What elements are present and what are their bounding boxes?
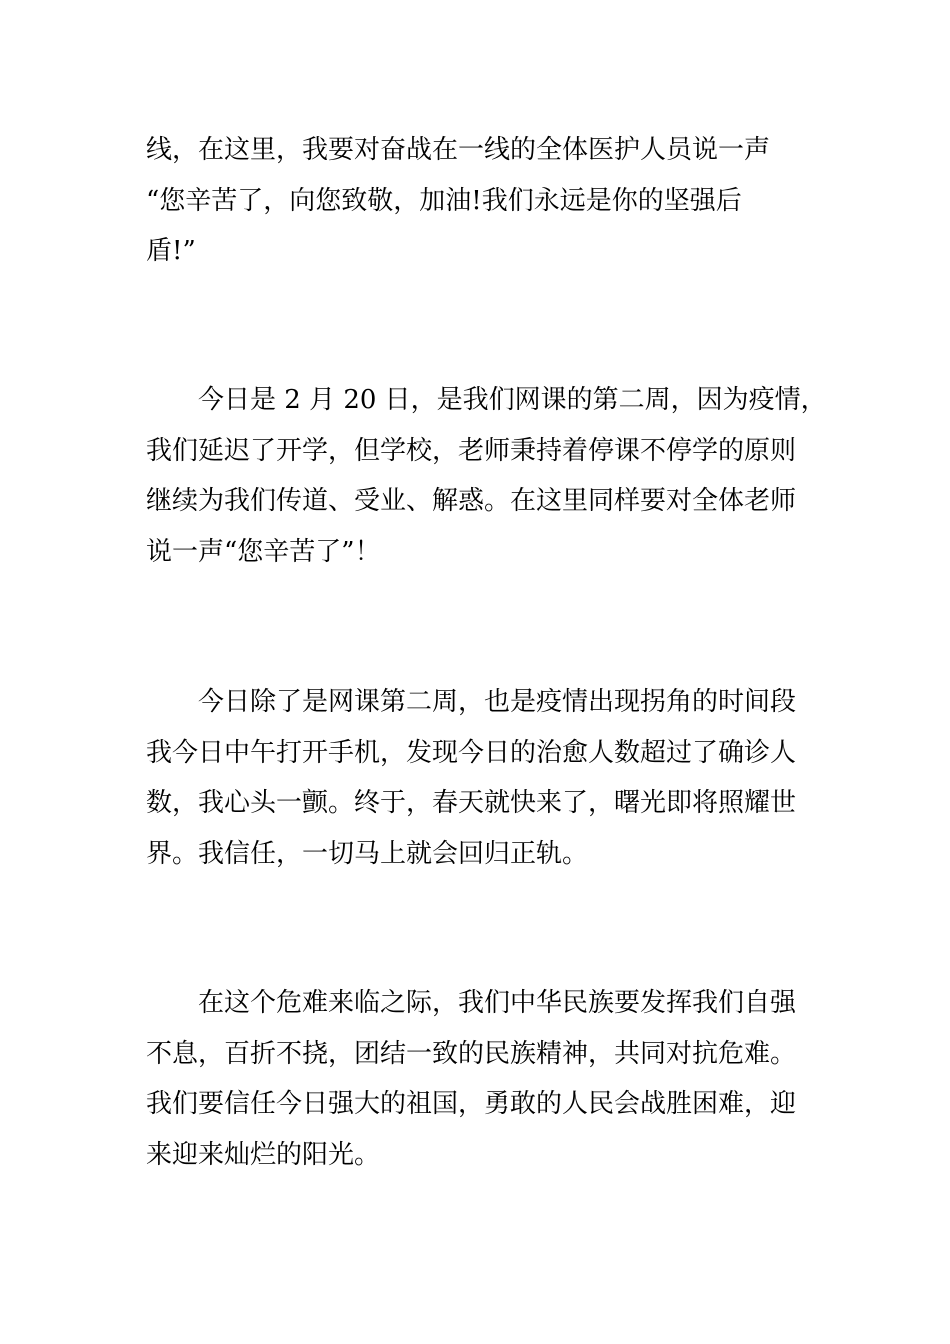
paragraph-line: 说一声“您辛苦了”！ [146, 536, 381, 567]
paragraph-1 [146, 125, 806, 277]
paragraph-line: “您辛苦了，向您致敬，加油!我们永远是你的坚强后 [146, 185, 742, 216]
paragraph-line: 数，我心头一颤。终于，春天就快来了，曙光即将照耀世 [146, 788, 797, 818]
paragraph-line: 我们延迟了开学，但学校，老师秉持着停课不停学的原则 [146, 435, 797, 466]
paragraph-line: 来迎来灿烂的阳光。 [146, 1139, 381, 1170]
paragraph-line: 盾!” [146, 236, 196, 266]
paragraph-line: 不息，百折不挠，团结一致的民族精神，共同对抗危难。 [146, 1038, 797, 1069]
paragraph-3 [146, 677, 806, 879]
paragraph-line: 今日是 2 月 20 日，是我们网课的第二周，因为疫情， [198, 385, 827, 415]
paragraph-4 [146, 978, 806, 1180]
paragraph-line: 线，在这里，我要对奋战在一线的全体医护人员说一声 [146, 135, 771, 165]
paragraph-line: 今日除了是网课第二周，也是疫情出现拐角的时间段 [198, 687, 797, 717]
paragraph-2 [146, 375, 827, 577]
paragraph-line: 我今日中午打开手机，发现今日的治愈人数超过了确诊人 [146, 737, 797, 768]
paragraph-line: 继续为我们传道、受业、解惑。在这里同样要对全体老师 [146, 486, 797, 516]
paragraph-line: 界。我信任，一切马上就会回归正轨。 [146, 838, 589, 869]
paragraph-line: 我们要信任今日强大的祖国，勇敢的人民会战胜困难，迎 [146, 1089, 797, 1119]
paragraph-line: 在这个危难来临之际，我们中华民族要发挥我们自强 [198, 988, 797, 1018]
